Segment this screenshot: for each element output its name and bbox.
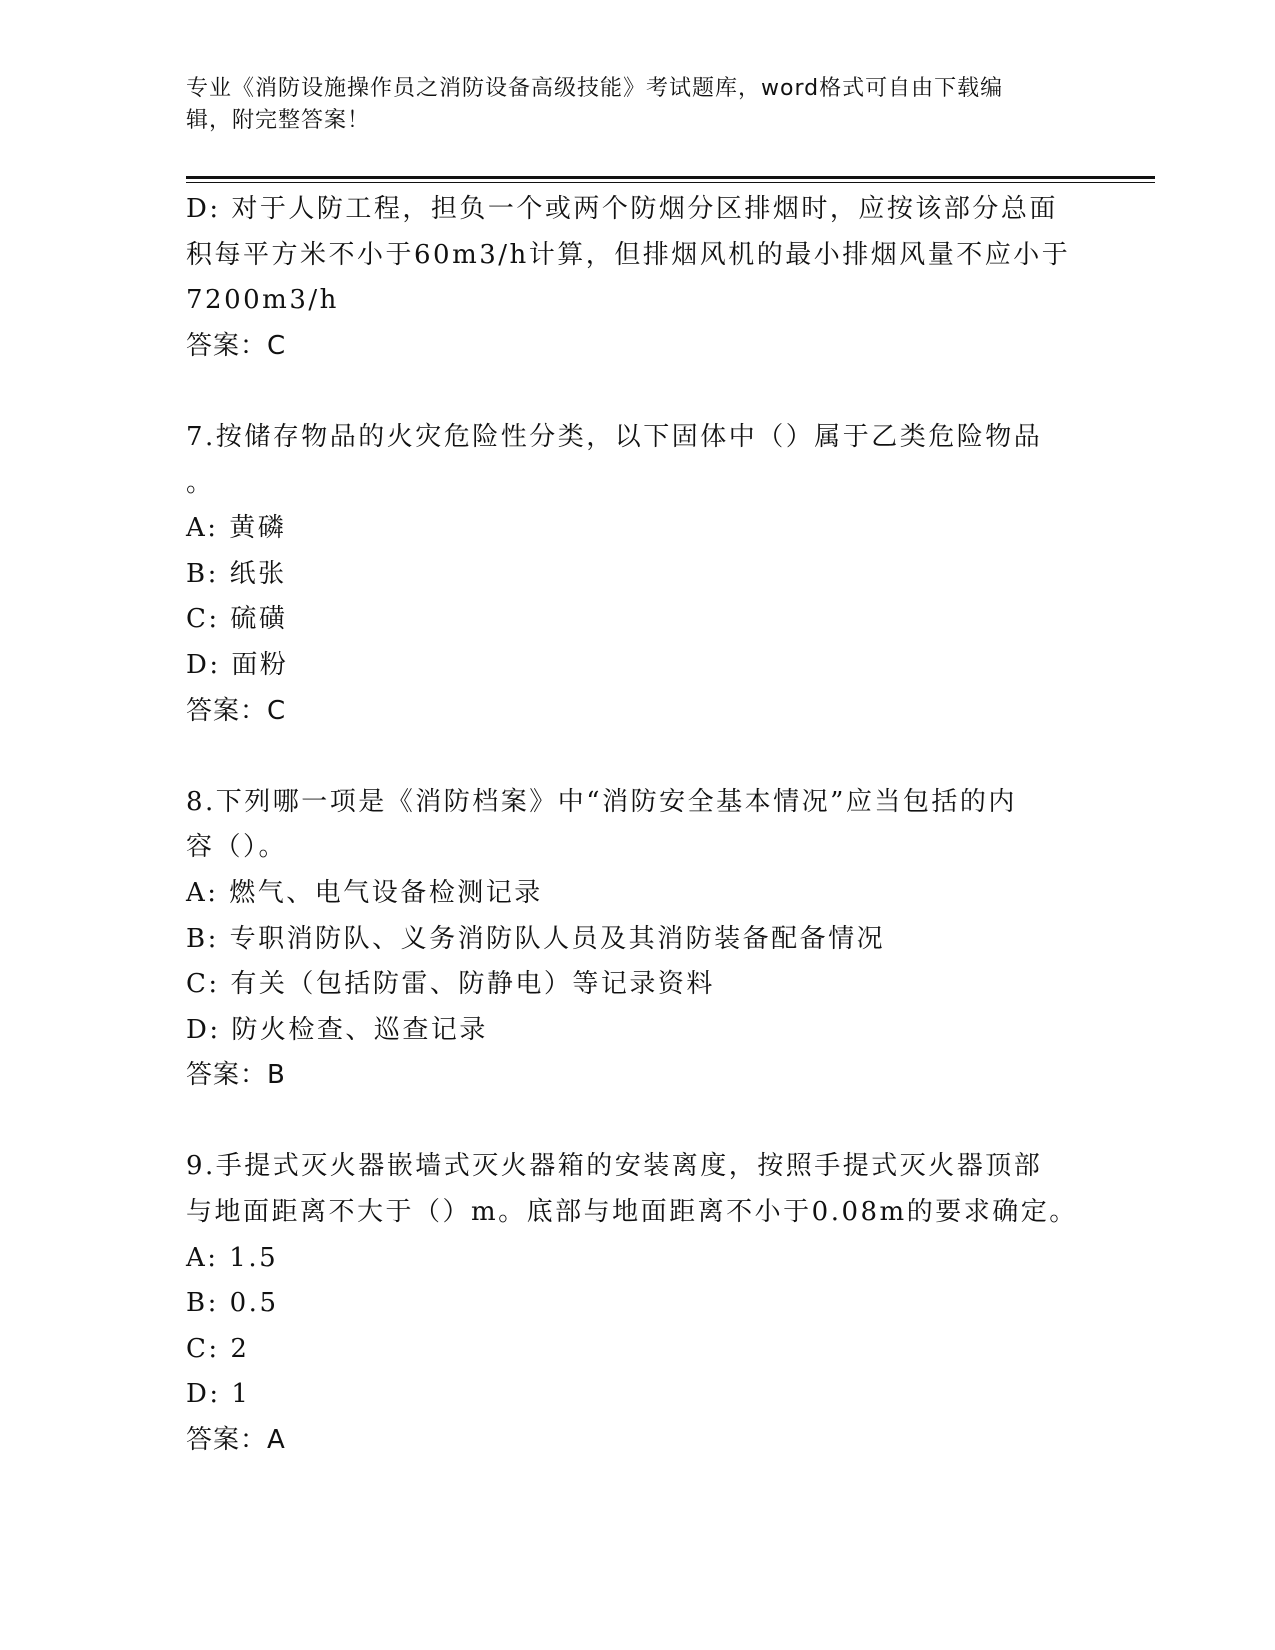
spacer bbox=[186, 1099, 1086, 1145]
previous-question-continuation bbox=[186, 187, 1086, 369]
question-8 bbox=[186, 780, 1086, 1099]
answer: 答案：C bbox=[186, 695, 287, 726]
answer: 答案：B bbox=[186, 1060, 286, 1091]
option-d-line-1: D: 对于人防工程，担负一个或两个防烟分区排烟时，应按该部分总面 bbox=[186, 194, 1058, 224]
option-a: A: 1.5 bbox=[186, 1242, 279, 1273]
question-stem-line-1: 9.手提式灭火器嵌墙式灭火器箱的安装离度，按照手提式灭火器顶部 bbox=[186, 1151, 1043, 1182]
option-d: D: 面粉 bbox=[186, 649, 289, 680]
option-d-line-2: 积每平方米不小于60m3/h计算，但排烟风机的最小排烟风量不应小于 bbox=[186, 239, 1071, 270]
answer: 答案：C bbox=[186, 330, 287, 361]
option-c: C: 有关（包括防雷、防静电）等记录资料 bbox=[186, 969, 715, 1000]
question-7 bbox=[186, 415, 1086, 734]
question-9 bbox=[186, 1144, 1086, 1463]
answer: 答案：A bbox=[186, 1425, 286, 1456]
question-stem-line-2: 与地面距离不大于（）m。底部与地面距离不小于0.08m的要求确定。 bbox=[186, 1197, 1078, 1228]
header-divider-thin bbox=[186, 182, 1155, 183]
spacer bbox=[186, 369, 1086, 415]
header-line-2: 辑，附完整答案！ bbox=[186, 108, 371, 133]
option-c: C: 2 bbox=[186, 1333, 250, 1364]
question-stem-line-2: 。 bbox=[186, 467, 215, 498]
option-b: B: 专职消防队、义务消防队人员及其消防装备配备情况 bbox=[186, 923, 886, 954]
header-line-1: 专业《消防设施操作员之消防设备高级技能》考试题库，word格式可自由下载编 bbox=[186, 76, 1004, 101]
option-a: A: 黄磷 bbox=[186, 513, 287, 544]
document-header bbox=[186, 73, 1076, 137]
question-stem-line-1: 7.按储存物品的火灾危险性分类，以下固体中（）属于乙类危险物品 bbox=[186, 421, 1043, 452]
question-stem-line-1: 8.下列哪一项是《消防档案》中“消防安全基本情况”应当包括的内 bbox=[186, 786, 1017, 817]
spacer bbox=[186, 734, 1086, 780]
option-d-line-3: 7200m3/h bbox=[186, 285, 339, 316]
option-b: B: 0.5 bbox=[186, 1288, 279, 1319]
option-d: D: 1 bbox=[186, 1379, 251, 1410]
option-a: A: 燃气、电气设备检测记录 bbox=[186, 877, 543, 908]
header-divider-thick bbox=[186, 176, 1155, 179]
option-b: B: 纸张 bbox=[186, 558, 287, 589]
option-c: C: 硫磺 bbox=[186, 604, 288, 635]
option-d: D: 防火检查、巡查记录 bbox=[186, 1014, 488, 1045]
question-content bbox=[186, 187, 1086, 1464]
question-stem-line-2: 容（）。 bbox=[186, 832, 288, 863]
